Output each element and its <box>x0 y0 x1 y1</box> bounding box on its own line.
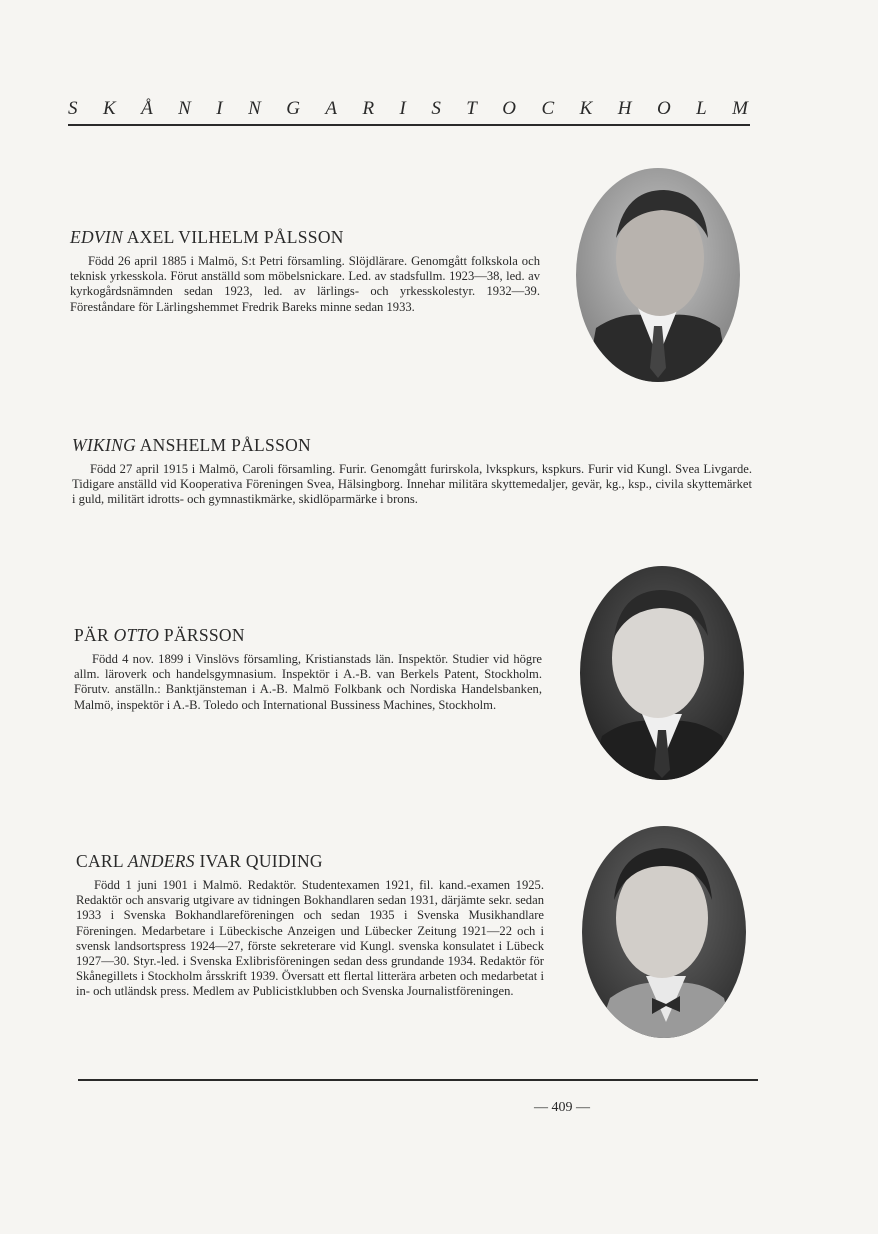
running-head-letter: H <box>617 98 632 119</box>
running-head-letter: K <box>102 98 116 119</box>
given-name: ANDERS <box>127 851 195 871</box>
page-number-text: — 409 — <box>534 1100 590 1115</box>
running-head-letter: S <box>431 98 441 119</box>
running-head-letter: S <box>68 98 78 119</box>
running-head-letter: G <box>286 98 300 119</box>
running-head <box>68 98 748 120</box>
running-head-letter: O <box>656 98 671 119</box>
name-rest: IVAR QUIDING <box>194 851 323 871</box>
biography-entry <box>74 624 542 713</box>
running-head-letter: R <box>362 98 375 119</box>
running-head-letter: Å <box>141 98 153 119</box>
person-name <box>70 226 540 248</box>
biography-entry <box>76 850 544 1000</box>
footer-rule <box>78 1079 758 1081</box>
running-head-letter: A <box>325 98 338 119</box>
name-rest: ANSHELM PÅLSSON <box>136 435 311 455</box>
biography-text: Född 1 juni 1901 i Malmö. Redaktör. Studentexamen 1921, fil. kand.-examen 1925. Redaktör och ansvarig utgivare av tidningen Bokhandlaren sedan 1931, därjämte sekr. sedan 1933 i Svenska Bokhandlareföreningen och sedan 1935 i Svenska Musikhandlare Föreningen. Medarbetare i Lübeckische Anzeigen und Lübecker Zeitung 1921—22 och i svensk landsortspress 1924—27, förste sekreterare vid Kungl. svenska konsulatet i Lübeck 1927—30. Styr.-led. i Svenska Exlibrisföreningen sedan dess grundande 1934. Redaktör för Skånegillets i Stockholm årsskrift 1939. Översatt ett flertal litterära arbeten och medarbetat i in- och utländsk press. Medlem av Publicistklubben och Svenska Journalistföreningen. <box>76 878 544 999</box>
header-rule <box>68 124 750 126</box>
running-head-letter: K <box>579 98 593 119</box>
name-rest: AXEL VILHELM PÅLSSON <box>123 227 344 247</box>
name-pre: CARL <box>76 851 128 871</box>
given-name: OTTO <box>113 625 160 645</box>
portrait-photo <box>576 168 740 382</box>
person-name <box>76 850 544 872</box>
biography-entry <box>70 226 540 315</box>
portrait-photo <box>582 826 746 1038</box>
given-name: WIKING <box>72 435 137 455</box>
running-head-letter: N <box>178 98 191 119</box>
biography-text: Född 4 nov. 1899 i Vinslövs församling, Kristianstads län. Inspektör. Studier vid högre allm. läroverk och handelsgymnasium. Inspektör i A.-B. van Berkels Patent, Stockholm. Förutv. anställn.: Banktjänsteman i A.-B. Malmö Folkbank och Nordiska Handelsbanken, Malmö, inspektör i A.-B. Toledo och International Bussiness Machines, Stockholm. <box>74 652 542 712</box>
running-head-letter: I <box>399 98 406 119</box>
running-head-letter: N <box>248 98 261 119</box>
running-head-letter: L <box>696 98 707 119</box>
portrait-photo <box>580 566 744 780</box>
given-name: EDVIN <box>70 227 124 247</box>
biography-text: Född 27 april 1915 i Malmö, Caroli församling. Furir. Genomgått furirskola, lvkspkurs, kspkurs. Furir vid Kungl. Svea Livgarde. Tidigare anställd vid Kooperativa Föreningen Svea, Hälsingborg. Innehar militära skyttemedaljer, gevär, kg., ksp., civila skyttemärket i guld, militärt idrotts- och gymnastikmärke, skidlöparmärke i brons. <box>72 462 752 507</box>
page-number <box>0 1100 878 1116</box>
running-head-letter: T <box>466 98 477 119</box>
biography-entry <box>72 434 752 508</box>
biography-text: Född 26 april 1885 i Malmö, S:t Petri församling. Slöjdlärare. Genomgått folkskola och teknisk yrkesskola. Förut anställd som möbelsnickare. Led. av stadsfullm. 1923—38, led. av kyrkogårdsnämnden sedan 1923, led. av lärlings- och yrkesskolestyr. 1932—39. Föreståndare för Lärlingshemmet Fredrik Bareks minne sedan 1933. <box>70 254 540 314</box>
name-pre: PÄR <box>74 625 114 645</box>
name-rest: PÄRSSON <box>159 625 245 645</box>
person-name <box>72 434 752 456</box>
running-head-letter: I <box>216 98 223 119</box>
running-head-letter: M <box>732 98 748 119</box>
person-name <box>74 624 542 646</box>
running-head-letter: O <box>502 98 517 119</box>
running-head-letter: C <box>541 98 555 119</box>
